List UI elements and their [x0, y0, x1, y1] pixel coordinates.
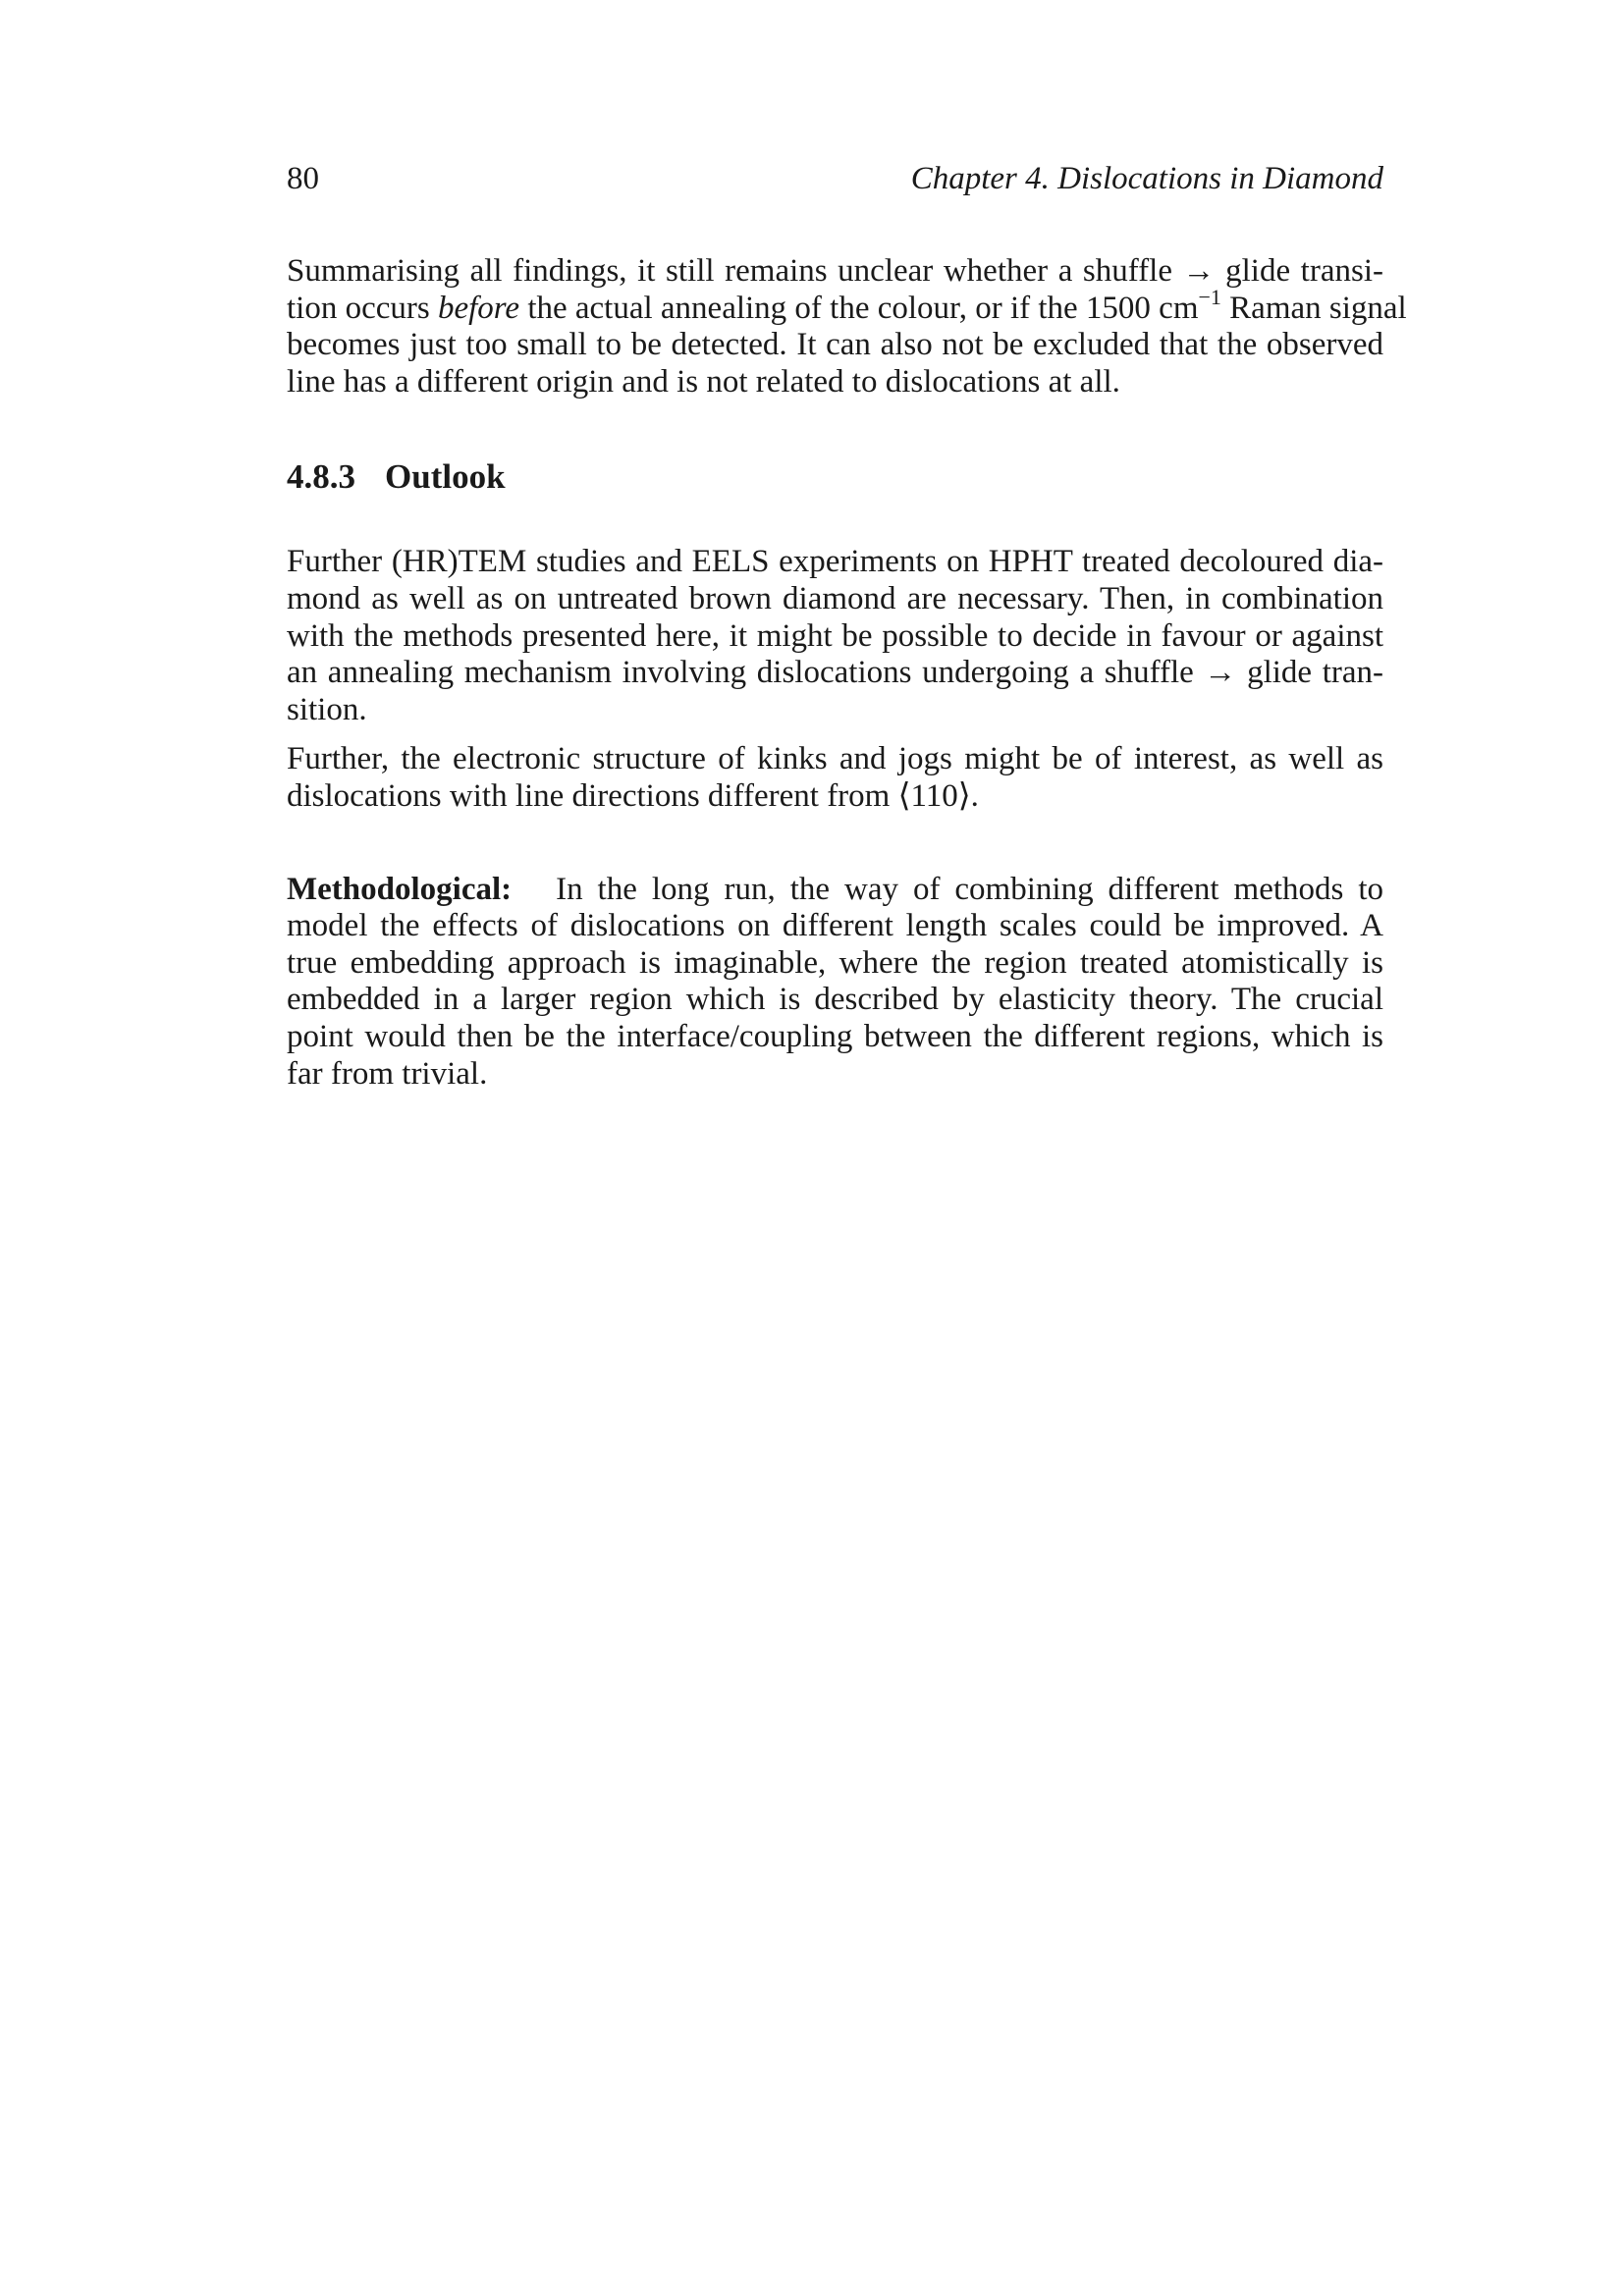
paragraph-line: true embedding approach is imaginable, where the region treated atomistically is — [287, 944, 1383, 981]
section-number: 4.8.3 — [287, 457, 355, 497]
section-heading — [287, 455, 1383, 499]
paragraph-outlook — [287, 544, 1383, 728]
text-run: Raman signal — [1229, 290, 1407, 326]
paragraph-line: dislocations with line directions different from ⟨110⟩. — [287, 777, 979, 814]
paragraph-line: Summarising all findings, it still remains unclear whether a shuffle → glide transi- — [287, 253, 1383, 289]
paragraph-summary — [287, 253, 1407, 400]
paragraph-line: an annealing mechanism involving dislocations undergoing a shuffle → glide tran- — [287, 655, 1383, 691]
text-run: tion occurs — [287, 290, 430, 326]
paragraph-line: becomes just too small to be detected. It can also not be excluded that the observed — [287, 327, 1383, 363]
paragraph-line: mond as well as on untreated brown diamond are necessary. Then, in combination — [287, 580, 1383, 616]
emphasis-before: before — [437, 290, 520, 326]
running-header — [287, 157, 1383, 200]
section-title: Outlook — [385, 457, 506, 497]
paragraph-line: with the methods presented here, it might be possible to decide in favour or against — [287, 617, 1383, 654]
paragraph-line: Further (HR)TEM studies and EELS experiments on HPHT treated decoloured dia- — [287, 544, 1383, 580]
paragraph-line: sition. — [287, 691, 367, 727]
text-run: In the long run, the way of combining different methods to — [556, 871, 1383, 907]
paragraph-electronic-structure — [287, 741, 1383, 815]
paragraph-methodological — [287, 872, 1383, 1094]
text-run: the actual annealing of the colour, or if the 1500 cm — [527, 290, 1199, 326]
chapter-title: Chapter 4. Dislocations in Diamond — [910, 161, 1383, 196]
methodological-label: Methodological: — [287, 871, 513, 907]
page — [287, 157, 1407, 1093]
paragraph-line-mixed — [287, 872, 1383, 909]
paragraph-line: line has a different origin and is not related to dislocations at all. — [287, 363, 1120, 400]
paragraph-line: point would then be the interface/coupling between the different regions, which is — [287, 1018, 1383, 1054]
superscript-exponent: −1 — [1198, 284, 1221, 309]
paragraph-line-mixed — [287, 284, 1407, 328]
paragraph-line: far from trivial. — [287, 1055, 488, 1092]
paragraph-line: embedded in a larger region which is described by elasticity theory. The crucial — [287, 982, 1383, 1018]
paragraph-line: Further, the electronic structure of kinks and jogs might be of interest, as well as — [287, 741, 1383, 777]
paragraph-line: model the effects of dislocations on different length scales could be improved. A — [287, 908, 1383, 944]
page-number: 80 — [287, 161, 319, 196]
